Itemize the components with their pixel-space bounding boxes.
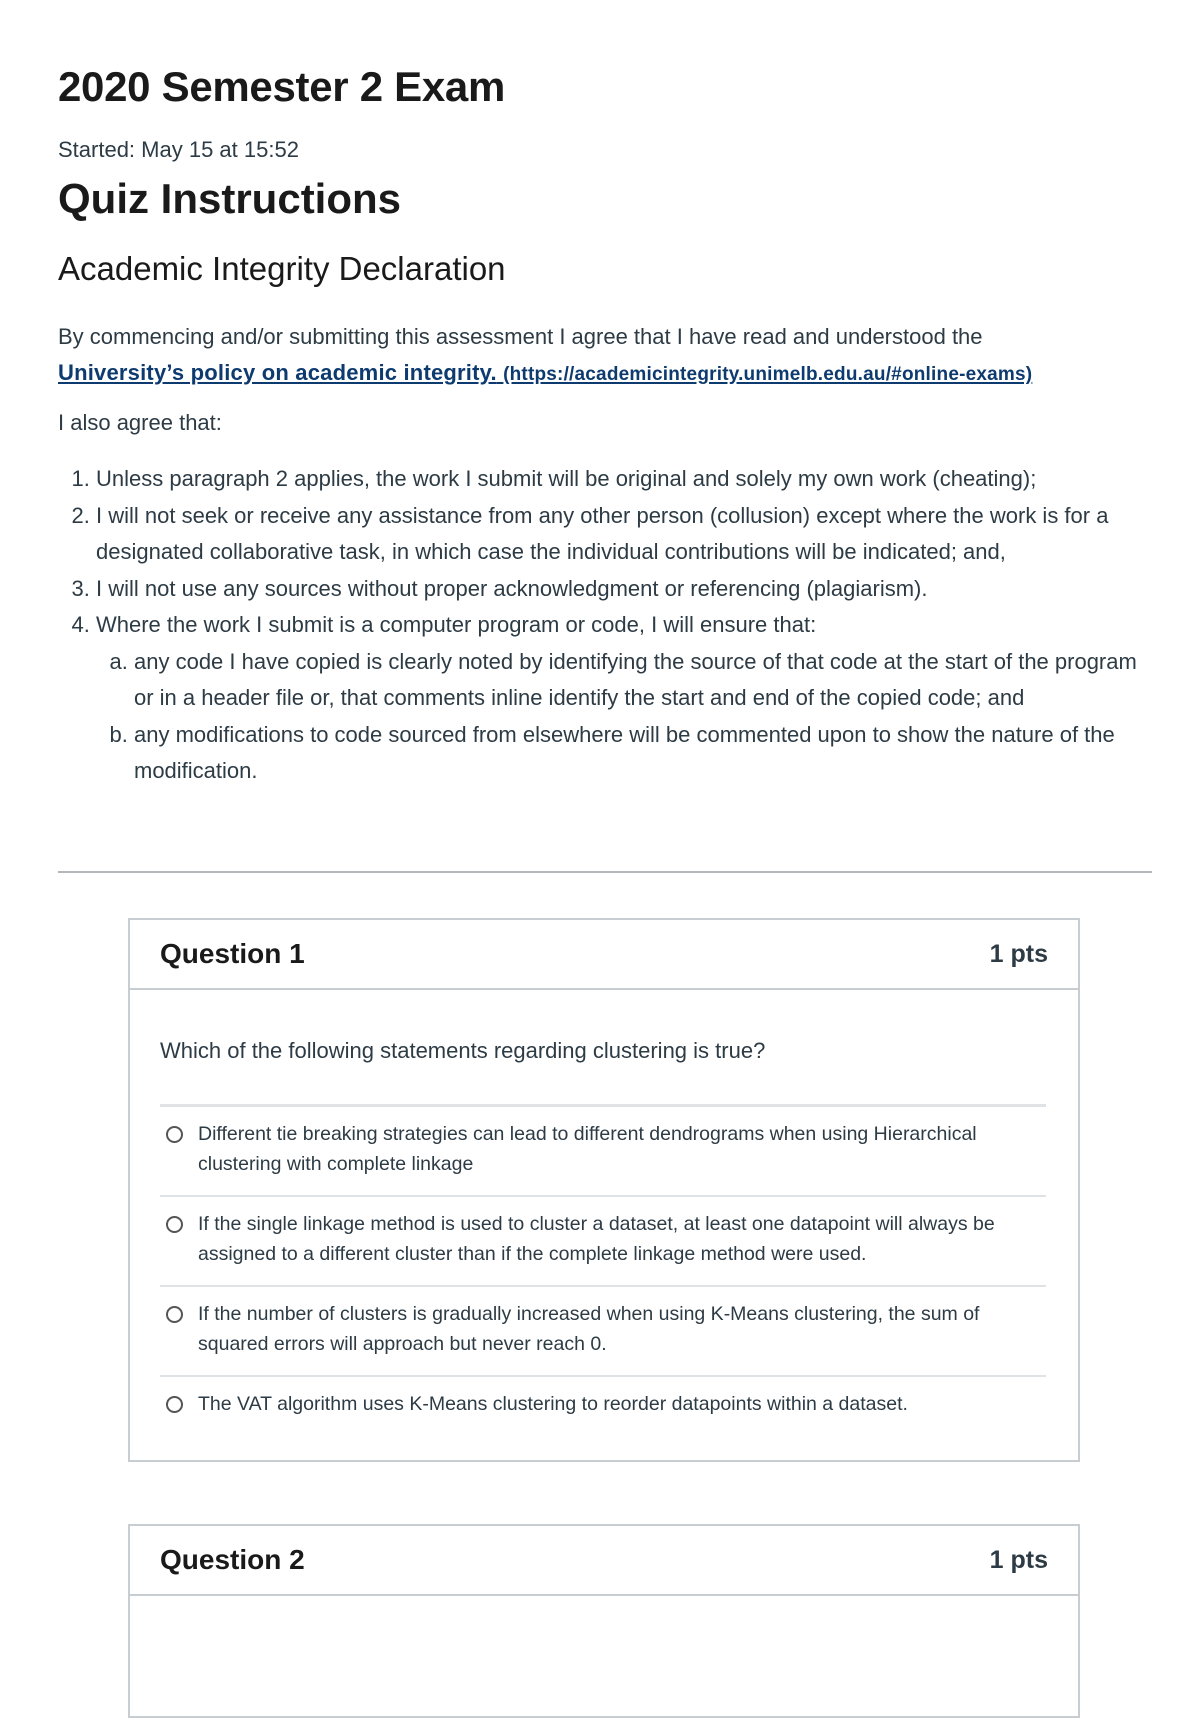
answer-option-1[interactable]	[160, 1107, 1046, 1197]
declaration-heading: Academic Integrity Declaration	[58, 250, 506, 287]
code-terms-sublist	[96, 644, 1156, 790]
list-item	[96, 607, 1156, 790]
question-card-2	[128, 1524, 1080, 1718]
answer-label: Different tie breaking strategies can lead to different dendrograms when using Hierarchical clustering with complete linkage	[198, 1123, 977, 1175]
answer-option-3[interactable]	[160, 1287, 1046, 1377]
section-divider	[58, 871, 1152, 873]
list-item: 2. I will not seek or receive any assistance from any other person (collusion) except where the work is for a designated collaborative task, in which case the individual contributions will be indicated; and,	[96, 498, 1156, 571]
question-title: Question 2	[160, 1544, 305, 1575]
answer-label: If the number of clusters is gradually increased when using K-Means clustering, the sum of squared errors will approach but never reach 0.	[198, 1303, 980, 1355]
list-item: 1. Unless paragraph 2 applies, the work I submit will be original and solely my own work (cheating);	[96, 461, 1156, 498]
answer-option-2[interactable]	[160, 1197, 1046, 1287]
question-title: Question 1	[160, 938, 305, 969]
question-header	[130, 1526, 1078, 1596]
question-points: 1 pts	[989, 1546, 1048, 1574]
answer-list	[160, 1104, 1046, 1435]
exam-title: 2020 Semester 2 Exam	[58, 63, 505, 110]
question-points: 1 pts	[989, 940, 1048, 968]
radio-button[interactable]	[166, 1306, 183, 1323]
question-text: Which of the following statements regarding clustering is true?	[160, 1038, 766, 1063]
policy-link-url: (https://academicintegrity.unimelb.edu.au/#online-exams)	[503, 364, 1033, 385]
intro-text: By commencing and/or submitting this assessment I agree that I have read and understood the	[58, 324, 983, 349]
academic-integrity-policy-link[interactable]	[58, 360, 1032, 385]
list-item: 3. I will not use any sources without proper acknowledgment or referencing (plagiarism).	[96, 571, 1156, 608]
code-term-text: Where the work I submit is a computer program or code, I will ensure that:	[96, 612, 817, 637]
list-item: a. any code I have copied is clearly noted by identifying the source of that code at the start of the program or in a header file or, that comments inline identify the start and end of the copied code; and	[134, 644, 1156, 717]
also-agree-text: I also agree that:	[58, 410, 222, 435]
quiz-instructions-heading: Quiz Instructions	[58, 175, 402, 222]
agreement-terms-list	[58, 461, 1156, 790]
answer-label: If the single linkage method is used to cluster a dataset, at least one datapoint will always be assigned to a different cluster than if the complete linkage method were used.	[198, 1213, 995, 1265]
radio-button[interactable]	[166, 1396, 183, 1413]
answer-option-4[interactable]	[160, 1377, 1046, 1435]
policy-link-text: University’s policy on academic integrity.	[58, 360, 497, 385]
list-item: b. any modifications to code sourced from elsewhere will be commented upon to show the nature of the modification.	[134, 717, 1156, 790]
declaration-intro	[58, 319, 1152, 393]
radio-button[interactable]	[166, 1126, 183, 1143]
started-timestamp: Started: May 15 at 15:52	[58, 137, 299, 162]
question-header	[130, 920, 1078, 990]
answer-label: The VAT algorithm uses K-Means clustering to reorder datapoints within a dataset.	[198, 1393, 908, 1415]
radio-button[interactable]	[166, 1216, 183, 1233]
question-card-1	[128, 918, 1080, 1462]
